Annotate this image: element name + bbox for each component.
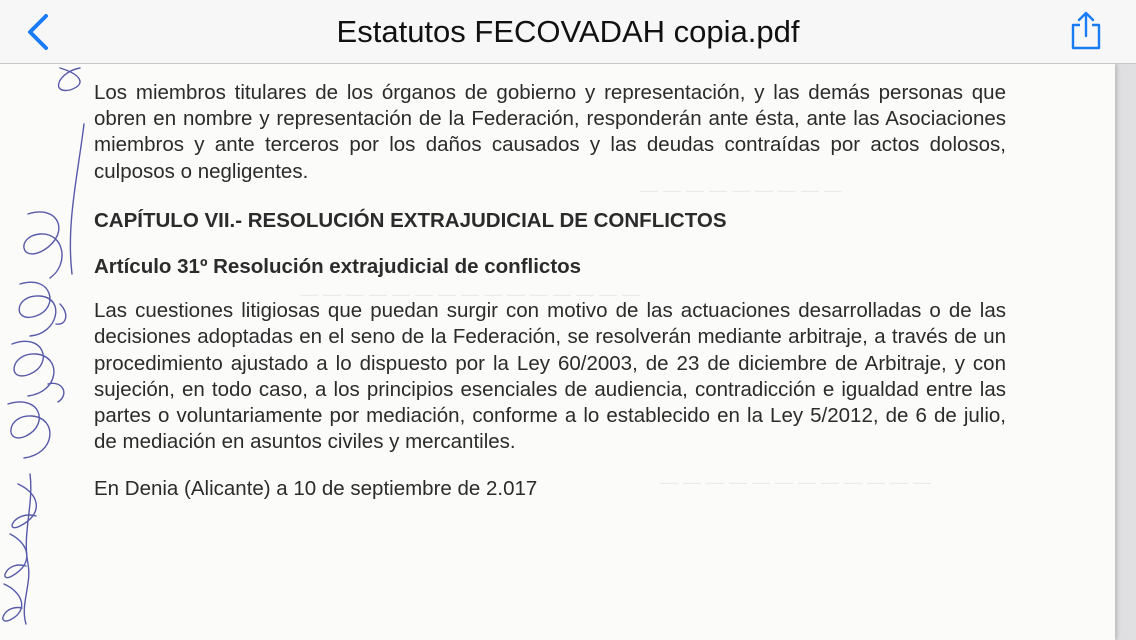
show-through-text: — — — — — — — — — [640, 180, 843, 200]
show-through-text: — — — — — — — — — — — — — — — [300, 284, 641, 304]
document-title: Estatutos FECOVADAH copia.pdf [336, 14, 800, 49]
paragraph-conflict-resolution: Las cuestiones litigiosas que puedan surgir con motivo de las actuaciones desarrolladas o de las decisiones adoptadas en el seno de la Federación, se resolverán mediante arbitraje, a través de un procedimiento ajustado a lo dispuesto por la Ley 60/2003, de 23 de diciembre de Arbitraje, y con sujeción, en todo caso, a los principios esenciales de audiencia, contradicción e igualdad entre las partes o voluntariamente por mediación, conforme a lo establecido en la Ley 5/2012, de 6 de julio, de mediación en asuntos civiles y mercantiles. [94, 299, 1006, 454]
chapter-heading: CAPÍTULO VII.- RESOLUCIÓN EXTRAJUDICIAL DE CONFLICTOS [94, 208, 727, 232]
closing-place-date: En Denia (Alicante) a 10 de septiembre de 2.017 [94, 477, 538, 501]
paragraph-liability: Los miembros titulares de los órganos de gobierno y representación, y las demás personas que obren en nombre y representación de la Federación, responderán ante ésta, ante las Asociaciones miembros y ante terceros por los daños causados y las deudas contraídas por actos dolosos, culposos o negligentes. [94, 81, 1006, 183]
pdf-viewer[interactable] [0, 64, 1136, 640]
article-heading: Artículo 31º Resolución extrajudicial de conflictos [94, 255, 582, 279]
navigation-bar [0, 0, 1136, 64]
share-button[interactable] [1064, 8, 1108, 54]
pdf-page [0, 64, 1115, 640]
show-through-text: — — — — — — — — — — — — [660, 472, 932, 492]
share-icon [1069, 11, 1103, 51]
document-body [94, 80, 1006, 503]
